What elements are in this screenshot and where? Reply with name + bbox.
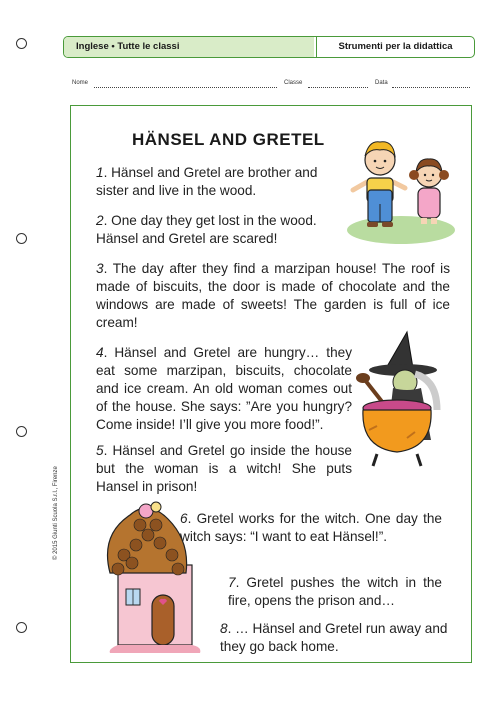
section-label: Strumenti per la didattica [316,37,474,57]
paragraph-text: . One day they get lost in the wood. Hänsel and Gretel are scared! [96,213,317,246]
class-field-line[interactable] [308,87,368,88]
paragraph-number: 8 [220,621,228,636]
story-paragraph-7 [228,574,442,610]
date-label: Data [375,80,388,86]
paragraph-text: . … Hänsel and Gretel run away and they go back home. [220,621,448,654]
paragraph-number: 6 [180,511,188,526]
story-paragraph-2 [96,212,352,248]
story-paragraph-3 [96,260,450,332]
name-label: Nome [72,80,89,86]
paragraph-text: . Gretel works for the witch. One day the witch says: “I want to eat Hänsel!”. [180,511,442,544]
story-paragraph-4 [96,344,352,434]
story-paragraph-5 [96,442,352,496]
paragraph-number: 5 [96,443,104,458]
binder-hole [16,622,27,633]
paragraph-number: 3 [96,261,104,276]
paragraph-text: . The day after they find a marzipan house! The roof is made of biscuits, the door is made of chocolate and the windows are made of sweets! The garden is full of ice cream! [96,261,450,330]
header-bar [63,36,475,58]
paragraph-number: 7 [228,575,236,590]
paragraph-text: . Hänsel and Gretel are hungry… they eat some marzipan, biscuits, chocolate and ice cream. An old woman comes out of the house. She says: ”Are you hungry? Come inside! I’ll give you more food!”. [96,345,352,432]
story-paragraph-8 [220,620,450,656]
binder-hole [16,426,27,437]
binder-hole [16,38,27,49]
paragraph-text: . Hänsel and Gretel go inside the house but the woman is a witch! She puts Hansel in prison! [96,443,352,494]
date-field-line[interactable] [392,87,470,88]
story-paragraph-1 [96,164,352,200]
paragraph-text: . Hänsel and Gretel are brother and sister and live in the wood. [96,165,318,198]
paragraph-number: 4 [96,345,104,360]
subject-label: Inglese • Tutte le classi [64,37,314,57]
paragraph-number: 1 [96,165,104,180]
story-paragraph-6 [180,510,442,546]
paragraph-number: 2 [96,213,104,228]
witch-cauldron-illustration [347,330,447,470]
binder-hole [16,233,27,244]
paragraph-text: . Gretel pushes the witch in the fire, opens the prison and… [228,575,442,608]
hansel-gretel-illustration [343,130,455,245]
class-label: Classe [284,80,303,86]
page-title: HÄNSEL AND GRETEL [132,130,325,149]
copyright-notice: © 2015 Giunti Scuola S.r.l., Firenze [53,466,59,560]
name-field-line[interactable] [94,87,277,88]
